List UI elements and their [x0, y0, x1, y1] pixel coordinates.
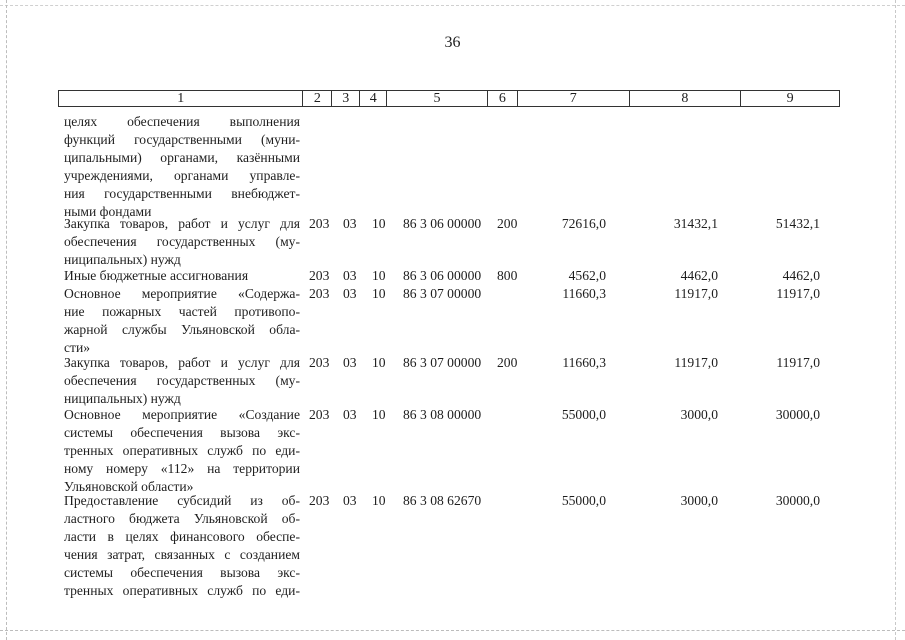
description-line: ласти в целях финансового обеспе- [64, 529, 300, 544]
cell-amount-1: 55000,0 [561, 493, 606, 508]
cell-subsection: 10 [372, 216, 386, 231]
cell-section: 03 [343, 268, 357, 283]
cell-section: 03 [343, 216, 357, 231]
description-line: системы обеспечения вызова экс- [64, 425, 300, 440]
cell-target-article: 86 3 07 00000 [403, 355, 482, 370]
description-line: Ульяновской области» [64, 479, 194, 494]
description-line: ципальными) органами, казёнными [64, 150, 300, 165]
cell-ministry-code: 203 [309, 216, 330, 231]
description-line: чения затрат, связанных с созданием [64, 547, 300, 562]
cell-subsection: 10 [372, 268, 386, 283]
cell-ministry-code: 203 [309, 407, 330, 422]
page-number: 36 [444, 34, 461, 51]
cell-section: 03 [343, 355, 357, 370]
header-col-7: 7 [518, 91, 630, 106]
description-line: учреждениями, органами управле- [64, 168, 300, 183]
row-description [64, 285, 300, 357]
row-description [64, 492, 300, 600]
cell-subsection: 10 [372, 493, 386, 508]
description-line: Основное мероприятие «Содержа- [64, 286, 300, 301]
cell-amount-3: 30000,0 [775, 493, 820, 508]
cell-amount-3: 51432,1 [775, 216, 820, 231]
cell-section: 03 [343, 407, 357, 422]
cell-section: 03 [343, 493, 357, 508]
header-col-4: 4 [360, 91, 387, 106]
description-line: ластного бюджета Ульяновской об- [64, 511, 300, 526]
cell-subsection: 10 [372, 355, 386, 370]
cell-target-article: 86 3 06 00000 [403, 216, 482, 231]
description-line: Иные бюджетные ассигнования [64, 268, 249, 283]
header-col-2: 2 [303, 91, 332, 106]
row-description [64, 113, 300, 221]
description-line: ному номеру «112» на территории [64, 461, 300, 476]
header-col-8: 8 [630, 91, 742, 106]
description-line: целях обеспечения выполнения [64, 114, 300, 129]
header-col-1: 1 [59, 91, 303, 106]
description-line: ниципальных) нужд [64, 252, 181, 267]
description-line: обеспечения государственных (му- [64, 373, 300, 388]
cell-amount-3: 4462,0 [782, 268, 820, 283]
cell-amount-1: 11660,3 [562, 355, 606, 370]
description-line: Закупка товаров, работ и услуг для [64, 355, 300, 370]
scan-edge-top [0, 5, 905, 6]
cell-amount-2: 11917,0 [674, 286, 718, 301]
cell-amount-1: 55000,0 [561, 407, 606, 422]
description-line: Предоставление субсидий из об- [64, 493, 300, 508]
description-line: обеспечения государственных (му- [64, 234, 300, 249]
cell-amount-1: 72616,0 [561, 216, 606, 231]
row-description [64, 406, 300, 496]
description-line: ниципальных) нужд [64, 391, 181, 406]
scan-edge-left [6, 0, 7, 640]
cell-expense-type: 800 [497, 268, 518, 283]
description-line: сти» [64, 340, 91, 355]
table-header [58, 90, 840, 107]
cell-expense-type: 200 [497, 216, 518, 231]
row-description [64, 354, 300, 408]
cell-amount-2: 11917,0 [674, 355, 718, 370]
description-line: функций государственными (муни- [64, 132, 300, 147]
cell-amount-1: 4562,0 [568, 268, 606, 283]
description-line: Закупка товаров, работ и услуг для [64, 216, 300, 231]
cell-target-article: 86 3 07 00000 [403, 286, 482, 301]
cell-amount-2: 3000,0 [680, 493, 718, 508]
cell-target-article: 86 3 08 62670 [403, 493, 482, 508]
cell-target-article: 86 3 06 00000 [403, 268, 482, 283]
cell-ministry-code: 203 [309, 286, 330, 301]
header-col-6: 6 [488, 91, 518, 106]
description-line: тренных оперативных служб по еди- [64, 583, 300, 598]
cell-section: 03 [343, 286, 357, 301]
header-col-9: 9 [786, 91, 794, 106]
description-line: жарной службы Ульяновской обла- [64, 322, 300, 337]
description-line: ния государственными внебюджет- [64, 186, 300, 201]
cell-amount-2: 3000,0 [680, 407, 718, 422]
cell-expense-type: 200 [497, 355, 518, 370]
cell-subsection: 10 [372, 407, 386, 422]
cell-amount-1: 11660,3 [562, 286, 606, 301]
description-line: Основное мероприятие «Создание [64, 407, 300, 422]
cell-amount-3: 11917,0 [776, 355, 820, 370]
row-description [64, 267, 300, 285]
description-line: ние пожарных частей противопо- [64, 304, 300, 319]
cell-amount-3: 30000,0 [775, 407, 820, 422]
row-description [64, 215, 300, 269]
cell-amount-2: 4462,0 [680, 268, 718, 283]
description-line: ными фондами [64, 204, 152, 219]
cell-ministry-code: 203 [309, 355, 330, 370]
description-line: тренных оперативных служб по еди- [64, 443, 300, 458]
scan-edge-right [895, 0, 896, 640]
cell-subsection: 10 [372, 286, 386, 301]
cell-ministry-code: 203 [309, 493, 330, 508]
scan-edge-bottom [0, 630, 905, 631]
header-col-5: 5 [387, 91, 488, 106]
cell-target-article: 86 3 08 00000 [403, 407, 482, 422]
cell-amount-2: 31432,1 [673, 216, 718, 231]
cell-ministry-code: 203 [309, 268, 330, 283]
header-col-3: 3 [332, 91, 360, 106]
description-line: системы обеспечения вызова экс- [64, 565, 300, 580]
cell-amount-3: 11917,0 [776, 286, 820, 301]
